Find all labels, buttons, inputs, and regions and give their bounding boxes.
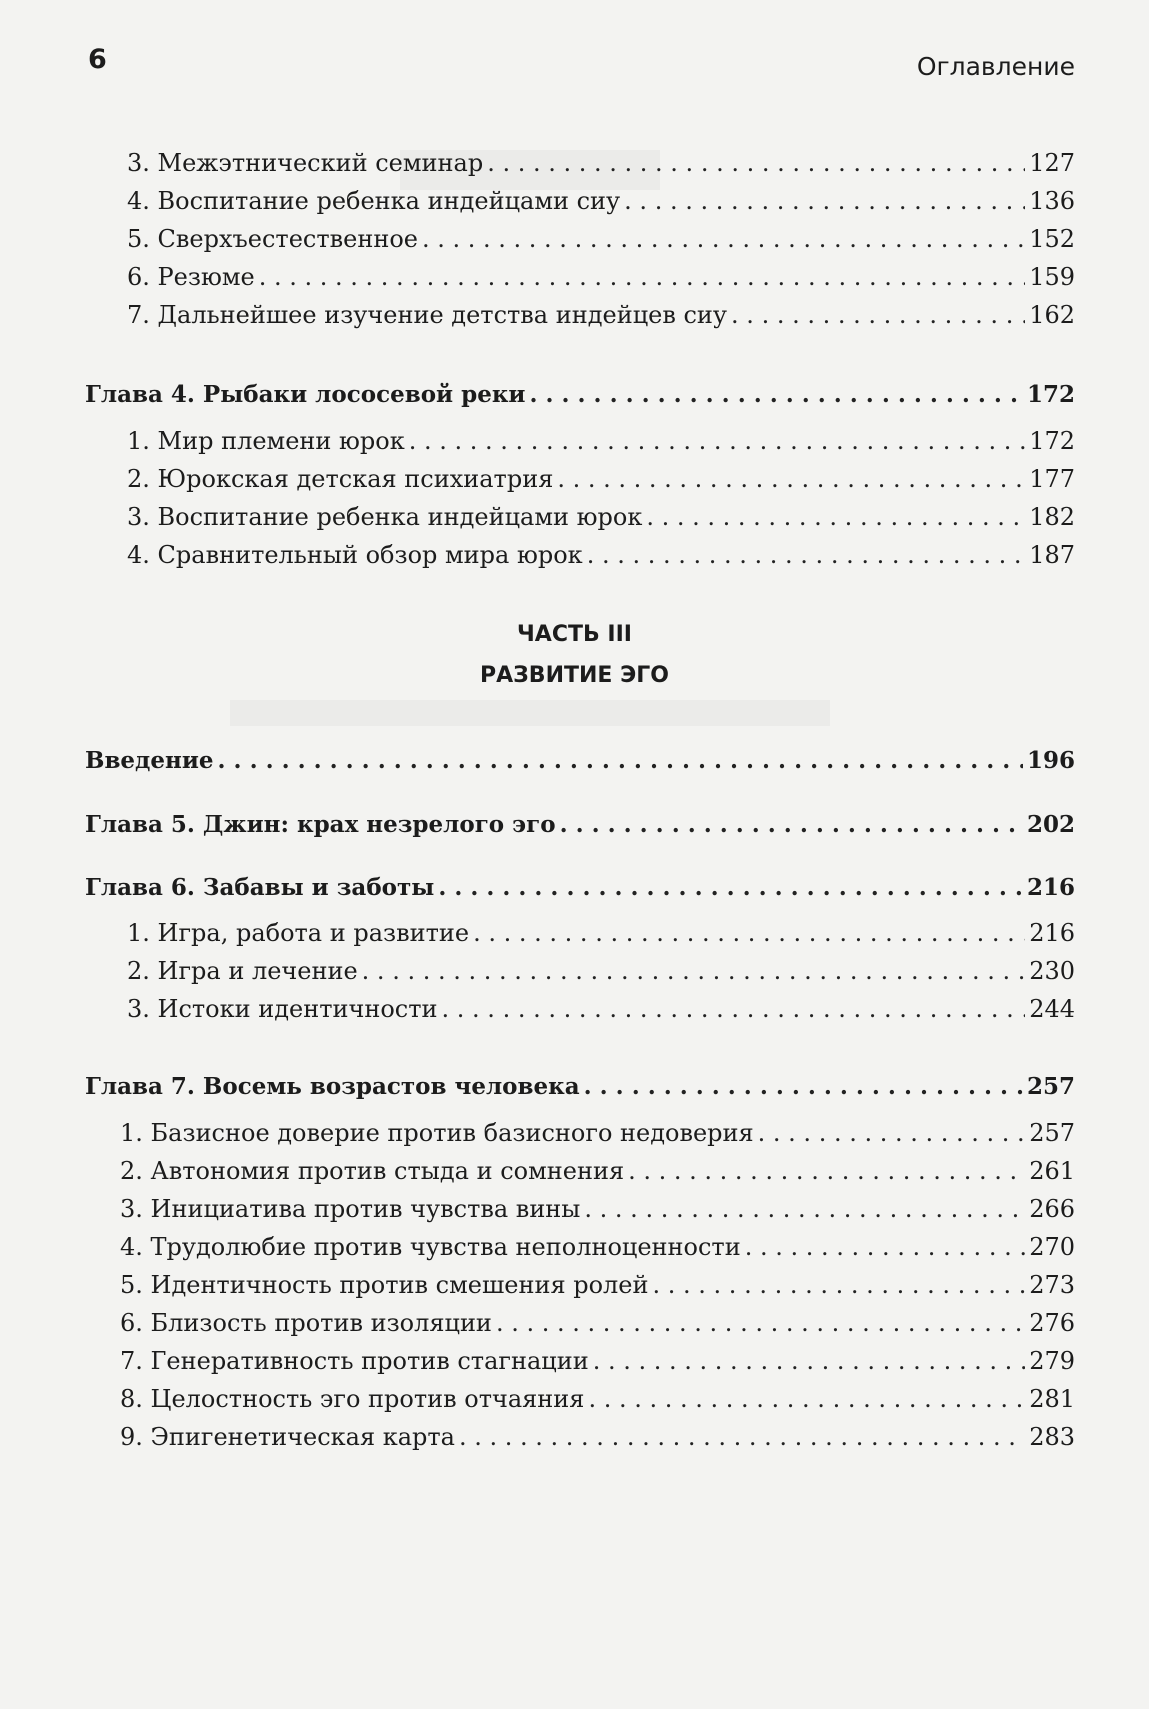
toc-entry-page: 273	[1029, 1271, 1075, 1299]
toc-entry-page: 281	[1029, 1385, 1075, 1413]
toc-entry[interactable]	[120, 1157, 1075, 1191]
toc-entry[interactable]	[120, 1119, 1075, 1153]
toc-entry-title: 1. Мир племени юрок	[127, 427, 405, 455]
toc-entry-title: 6. Резюме	[127, 263, 255, 291]
dot-leader	[422, 225, 1025, 253]
toc-entry-title: 3. Межэтнический семинар	[127, 149, 484, 177]
toc-entry[interactable]	[127, 263, 1075, 297]
dot-leader	[653, 1271, 1026, 1299]
toc-entry-title: 3. Истоки идентичности	[127, 995, 438, 1023]
toc-entry-page: 283	[1029, 1423, 1075, 1451]
toc-entry-page: 261	[1029, 1157, 1075, 1185]
dot-leader	[588, 1385, 1025, 1413]
toc-entry-page: 172	[1029, 427, 1075, 455]
dot-leader	[584, 1073, 1023, 1100]
dot-leader	[409, 427, 1025, 455]
dot-leader	[487, 149, 1025, 177]
toc-entry-title: 3. Воспитание ребенка индейцами юрок	[127, 503, 643, 531]
toc-entry-title: 8. Целостность эго против отчаяния	[120, 1385, 585, 1413]
dot-leader	[496, 1309, 1025, 1337]
toc-entry[interactable]	[127, 301, 1075, 335]
toc-chapter-title: Глава 5. Джин: крах незрелого эго	[85, 811, 556, 838]
toc-chapter[interactable]	[85, 747, 1075, 781]
toc-entry[interactable]	[127, 149, 1075, 183]
dot-leader	[584, 1195, 1025, 1223]
toc-entry-page: 177	[1029, 465, 1075, 493]
toc-entry[interactable]	[127, 225, 1075, 259]
toc-entry-page: 152	[1029, 225, 1075, 253]
dot-leader	[218, 747, 1023, 774]
toc-entry[interactable]	[127, 995, 1075, 1029]
toc-entry[interactable]	[120, 1385, 1075, 1419]
dot-leader	[745, 1233, 1026, 1261]
dot-leader	[442, 995, 1026, 1023]
toc-chapter-page: 196	[1026, 747, 1075, 774]
toc-entry[interactable]	[120, 1347, 1075, 1381]
toc-entry-page: 162	[1029, 301, 1075, 329]
toc-entry-title: 4. Воспитание ребенка индейцами сиу	[127, 187, 621, 215]
toc-chapter[interactable]	[85, 381, 1075, 415]
dot-leader	[587, 541, 1026, 569]
toc-entry-page: 127	[1029, 149, 1075, 177]
dot-leader	[259, 263, 1025, 291]
toc-entry-page: 230	[1029, 957, 1075, 985]
toc-entry-page: 182	[1029, 503, 1075, 531]
toc-entry-page: 136	[1029, 187, 1075, 215]
dot-leader	[731, 301, 1025, 329]
toc-entry-title: 5. Идентичность против смешения ролей	[120, 1271, 649, 1299]
toc-chapter-title: Глава 7. Восемь возрастов человека	[85, 1073, 580, 1100]
toc-chapter-page: 216	[1026, 874, 1075, 901]
toc-entry-title: 3. Инициатива против чувства вины	[120, 1195, 581, 1223]
toc-entry-page: 244	[1029, 995, 1075, 1023]
dot-leader	[459, 1423, 1025, 1451]
toc-entry-title: 4. Сравнительный обзор мира юрок	[127, 541, 583, 569]
toc-entry-page: 187	[1029, 541, 1075, 569]
toc-entry[interactable]	[127, 957, 1075, 991]
toc-chapter[interactable]	[85, 811, 1075, 845]
toc-entry[interactable]	[120, 1271, 1075, 1305]
dot-leader	[758, 1119, 1026, 1147]
toc-chapter[interactable]	[85, 1073, 1075, 1107]
toc-entry-page: 276	[1029, 1309, 1075, 1337]
dot-leader	[628, 1157, 1025, 1185]
toc-entry-page: 159	[1029, 263, 1075, 291]
dot-leader	[362, 957, 1026, 985]
toc-entry-title: 2. Юрокская детская психиатрия	[127, 465, 554, 493]
toc-entry-page: 257	[1029, 1119, 1075, 1147]
page-number: 6	[88, 44, 107, 75]
toc-entry-title: 2. Автономия против стыда и сомнения	[120, 1157, 625, 1185]
dot-leader	[473, 919, 1025, 947]
toc-entry-title: 7. Генеративность против стагнации	[120, 1347, 589, 1375]
part-title: РАЗВИТИЕ ЭГО	[480, 663, 669, 688]
toc-entry-title: 6. Близость против изоляции	[120, 1309, 492, 1337]
part-label: ЧАСТЬ III	[517, 622, 632, 647]
dot-leader	[646, 503, 1025, 531]
toc-entry-page: 266	[1029, 1195, 1075, 1223]
toc-entry[interactable]	[127, 541, 1075, 575]
toc-entry-title: 9. Эпигенетическая карта	[120, 1423, 455, 1451]
toc-entry[interactable]	[127, 427, 1075, 461]
toc-chapter-title: Введение	[85, 747, 214, 774]
toc-entry-title: 5. Сверхъестественное	[127, 225, 418, 253]
toc-entry-title: 1. Игра, работа и развитие	[127, 919, 470, 947]
toc-entry[interactable]	[127, 919, 1075, 953]
toc-entry-title: 4. Трудолюбие против чувства неполноценности	[120, 1233, 741, 1261]
toc-entry[interactable]	[127, 187, 1075, 221]
running-title: Оглавление	[916, 52, 1075, 81]
toc-entry-title: 7. Дальнейшее изучение детства индейцев сиу	[127, 301, 728, 329]
toc-entry[interactable]	[127, 465, 1075, 499]
toc-entry[interactable]	[120, 1423, 1075, 1457]
dot-leader	[560, 811, 1023, 838]
toc-entry-title: 1. Базисное доверие против базисного недоверия	[120, 1119, 754, 1147]
toc-entry[interactable]	[120, 1309, 1075, 1343]
toc-chapter-page: 257	[1026, 1073, 1075, 1100]
toc-entry-title: 2. Игра и лечение	[127, 957, 358, 985]
toc-chapter[interactable]	[85, 874, 1075, 908]
toc-entry[interactable]	[127, 503, 1075, 537]
dot-leader	[557, 465, 1025, 493]
toc-chapter-title: Глава 6. Забавы и заботы	[85, 874, 435, 901]
toc-entry-page: 270	[1029, 1233, 1075, 1261]
toc-entry[interactable]	[120, 1233, 1075, 1267]
toc-chapter-page: 172	[1026, 381, 1075, 408]
dot-leader	[624, 187, 1025, 215]
dot-leader	[530, 381, 1023, 408]
toc-entry-page: 216	[1029, 919, 1075, 947]
toc-entry[interactable]	[120, 1195, 1075, 1229]
dot-leader	[438, 874, 1023, 901]
dot-leader	[593, 1347, 1025, 1375]
toc-chapter-page: 202	[1026, 811, 1075, 838]
toc-entry-page: 279	[1029, 1347, 1075, 1375]
toc-chapter-title: Глава 4. Рыбаки лососевой реки	[85, 381, 526, 408]
